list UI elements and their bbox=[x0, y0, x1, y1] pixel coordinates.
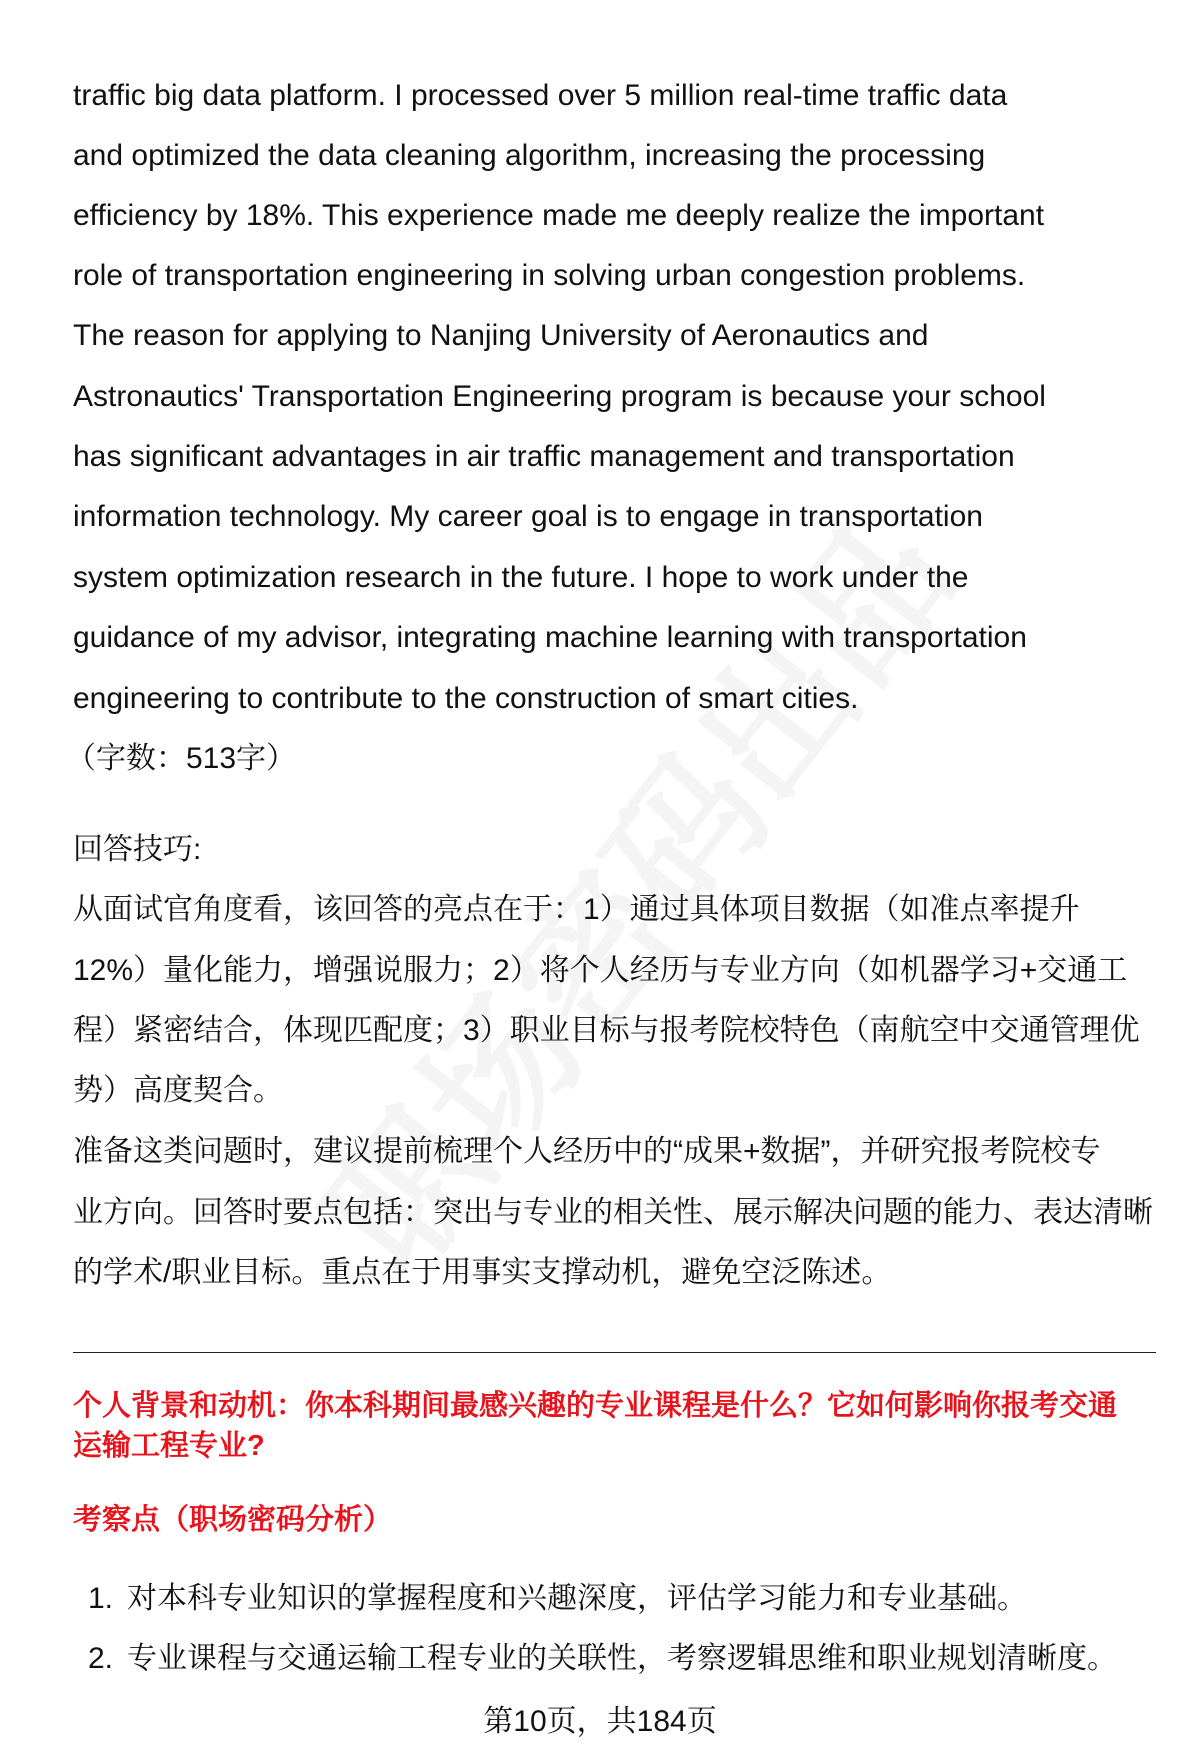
tips-line: 的学术/职业目标。重点在于用事实支撑动机，避免空泛陈述。 bbox=[73, 1256, 892, 1289]
body-line: system optimization research in the future. I hope to work under the bbox=[73, 561, 969, 594]
body-line: The reason for applying to Nanjing University of Aeronautics and bbox=[73, 319, 929, 352]
section-divider bbox=[73, 1352, 1156, 1353]
tips-line: 12%）量化能力，增强说服力；2）将个人经历与专业方向（如机器学习+交通工 bbox=[73, 954, 1128, 987]
body-line: and optimized the data cleaning algorithm, increasing the processing bbox=[73, 139, 986, 172]
list-text: 专业课程与交通运输工程专业的关联性，考察逻辑思维和职业规划清晰度。 bbox=[127, 1642, 1117, 1675]
analysis-title: 考察点（职场密码分析） bbox=[73, 1504, 393, 1536]
body-line: guidance of my advisor, integrating machine learning with transportation bbox=[73, 621, 1027, 654]
tips-line: 业方向。回答时要点包括：突出与专业的相关性、展示解决问题的能力、表达清晰 bbox=[73, 1196, 1153, 1229]
body-line: information technology. My career goal is to engage in transportation bbox=[73, 500, 983, 533]
body-line: engineering to contribute to the construction of smart cities. bbox=[73, 682, 859, 715]
list-text: 对本科专业知识的掌握程度和兴趣深度，评估学习能力和专业基础。 bbox=[127, 1582, 1027, 1615]
body-line: traffic big data platform. I processed over 5 million real-time traffic data bbox=[73, 79, 1008, 112]
list-item bbox=[73, 1639, 1117, 1679]
body-line: Astronautics' Transportation Engineering program is because your school bbox=[73, 380, 1046, 413]
body-line: efficiency by 18%. This experience made me deeply realize the important bbox=[73, 199, 1045, 232]
list-number: 1. bbox=[87, 1582, 113, 1615]
page-footer: 第10页，共184页 bbox=[483, 1705, 717, 1738]
body-line: has significant advantages in air traffic management and transportation bbox=[73, 440, 1015, 473]
tips-line: 从面试官角度看，该回答的亮点在于：1）通过具体项目数据（如准点率提升 bbox=[73, 893, 1080, 926]
list-number: 2. bbox=[87, 1642, 113, 1675]
question-line: 个人背景和动机：你本科期间最感兴趣的专业课程是什么？它如何影响你报考交通 bbox=[73, 1390, 1118, 1422]
word-count: （字数：513字） bbox=[66, 742, 297, 775]
list-item bbox=[73, 1579, 1027, 1619]
tips-line: 程）紧密结合，体现匹配度；3）职业目标与报考院校特色（南航空中交通管理优 bbox=[73, 1014, 1140, 1047]
question-line: 运输工程专业? bbox=[73, 1430, 265, 1462]
tips-line: 势）高度契合。 bbox=[73, 1074, 283, 1107]
body-line: role of transportation engineering in solving urban congestion problems. bbox=[73, 259, 1026, 292]
tips-title: 回答技巧: bbox=[73, 833, 202, 866]
tips-line: 准备这类问题时，建议提前梳理个人经历中的“成果+数据”，并研究报考院校专 bbox=[73, 1135, 1101, 1168]
